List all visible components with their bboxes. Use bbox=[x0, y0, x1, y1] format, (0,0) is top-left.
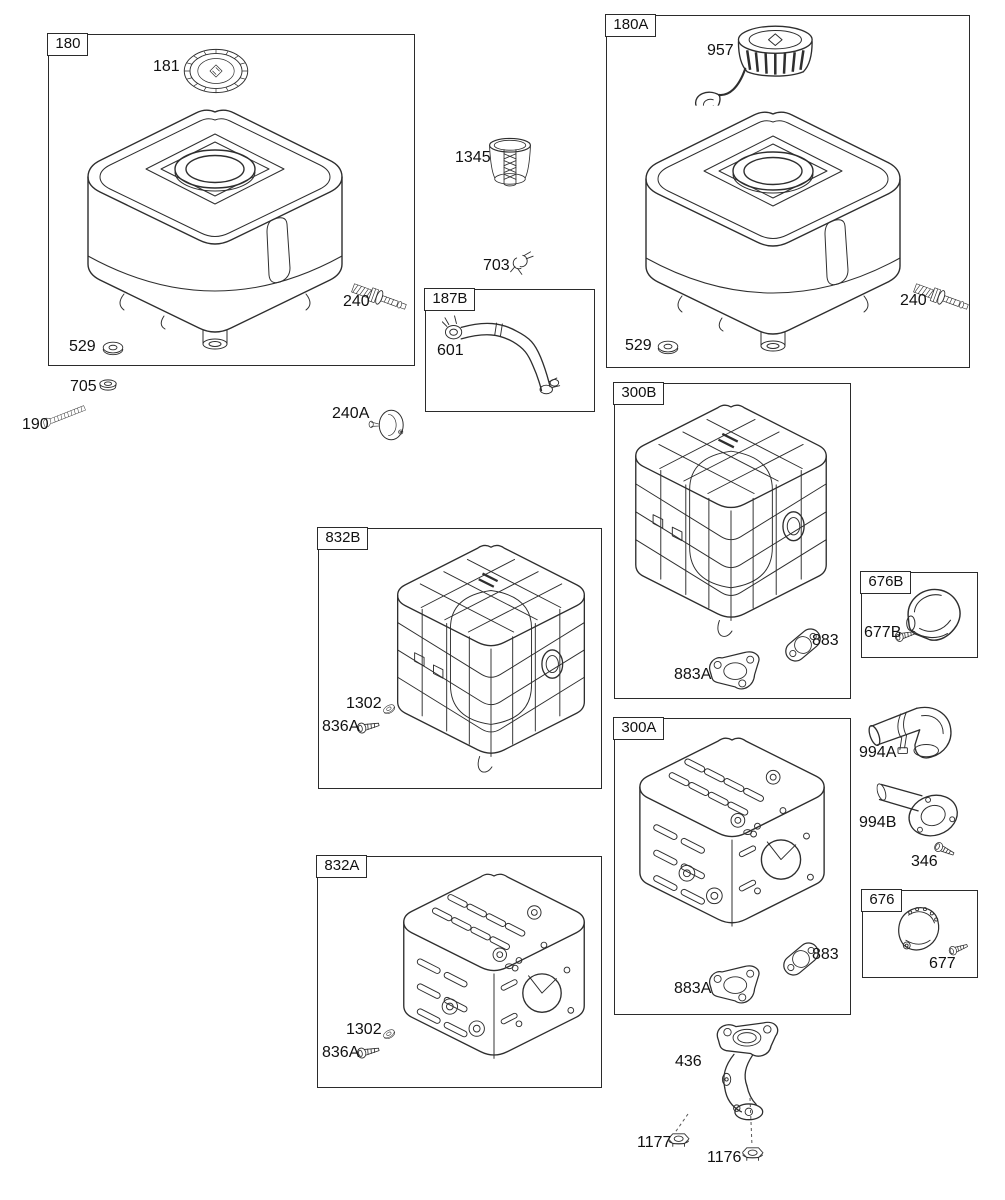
callout-601: 601 bbox=[437, 342, 464, 359]
muffler-guard-illustration bbox=[392, 538, 590, 776]
muffler-illustration bbox=[398, 866, 590, 1076]
fuel-tank-illustration bbox=[64, 104, 366, 356]
callout-677: 677 bbox=[929, 955, 956, 972]
panel-832b-label: 832B bbox=[317, 527, 368, 550]
panel-676b-label: 676B bbox=[860, 571, 911, 594]
callout-836a-832a: 836A bbox=[322, 1044, 360, 1061]
callout-1302-832b: 1302 bbox=[346, 695, 382, 712]
callout-836a-832b: 836A bbox=[322, 718, 360, 735]
muffler-illustration bbox=[634, 734, 830, 940]
washer-illustration bbox=[656, 339, 680, 355]
callout-1302-832a: 1302 bbox=[346, 1021, 382, 1038]
panel-180-label: 180 bbox=[47, 33, 88, 56]
callout-1176: 1176 bbox=[707, 1149, 742, 1166]
fuel-cap-illustration bbox=[182, 44, 250, 98]
tethered-fuel-cap-illustration bbox=[690, 18, 816, 106]
cap-assembly-illustration bbox=[368, 408, 406, 442]
exhaust-elbow-illustration bbox=[696, 1020, 784, 1124]
triangular-gasket-illustration bbox=[702, 964, 772, 1008]
callout-957: 957 bbox=[707, 42, 734, 59]
washer-illustration bbox=[101, 340, 125, 356]
callout-705: 705 bbox=[70, 378, 97, 395]
callout-436: 436 bbox=[675, 1053, 702, 1070]
callout-1345: 1345 bbox=[455, 149, 491, 166]
callout-994a: 994A bbox=[859, 744, 897, 761]
callout-1177: 1177 bbox=[637, 1134, 672, 1151]
clamp-illustration bbox=[508, 250, 534, 278]
callout-883a-300b: 883A bbox=[674, 666, 712, 683]
callout-994b: 994B bbox=[859, 814, 897, 831]
nut-illustration bbox=[98, 378, 118, 393]
callout-529-left: 529 bbox=[69, 338, 96, 355]
callout-703: 703 bbox=[483, 257, 510, 274]
muffler-guard-illustration bbox=[630, 398, 832, 640]
callout-190: 190 bbox=[22, 416, 49, 433]
callout-529-right: 529 bbox=[625, 337, 652, 354]
fuel-strainer-illustration bbox=[487, 136, 533, 192]
panel-300b-label: 300B bbox=[613, 382, 664, 405]
hex-nut-illustration bbox=[742, 1146, 766, 1164]
fuel-tank-illustration bbox=[622, 106, 924, 358]
callout-677b: 677B bbox=[864, 624, 902, 641]
callout-883-300b: 883 bbox=[812, 632, 839, 649]
panel-187b-label: 187B bbox=[424, 288, 475, 311]
panel-676-label: 676 bbox=[861, 889, 902, 912]
callout-240a: 240A bbox=[332, 405, 370, 422]
callout-346: 346 bbox=[911, 853, 938, 870]
triangular-gasket-illustration bbox=[702, 650, 772, 694]
exhaust-pipe-clamp-illustration bbox=[866, 696, 962, 776]
callout-883-300a: 883 bbox=[812, 946, 839, 963]
callout-883a-300a: 883A bbox=[674, 980, 712, 997]
panel-180a-label: 180A bbox=[605, 14, 656, 37]
callout-240-left: 240 bbox=[343, 293, 370, 310]
muffler-deflector-illustration bbox=[892, 900, 944, 958]
callout-181: 181 bbox=[153, 58, 180, 75]
callout-240-right: 240 bbox=[900, 292, 927, 309]
panel-300a-label: 300A bbox=[613, 717, 664, 740]
hex-nut-illustration bbox=[668, 1132, 692, 1150]
panel-832a-label: 832A bbox=[316, 855, 367, 878]
